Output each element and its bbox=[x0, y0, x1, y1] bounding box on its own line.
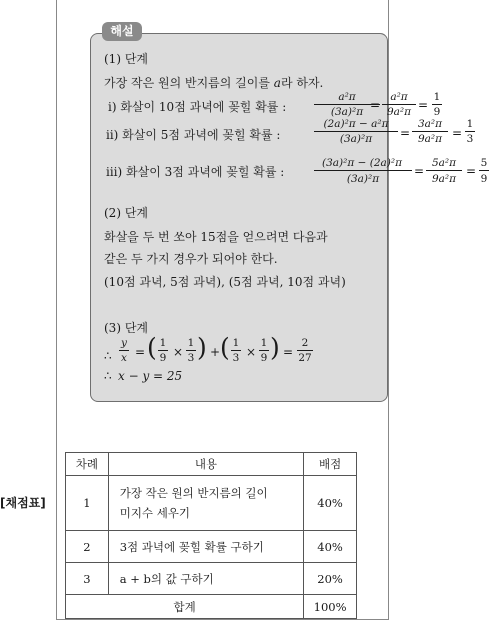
f4-bar bbox=[259, 350, 269, 351]
item1-den1: (3a)²π bbox=[330, 106, 364, 118]
row1-content: 가장 작은 원의 반지름의 길이 미지수 세우기 bbox=[108, 476, 303, 531]
header-no: 차례 bbox=[66, 453, 109, 476]
item3-den2: 9a²π bbox=[431, 173, 457, 185]
item2-eq1: = bbox=[400, 126, 411, 140]
step3-bar-yx bbox=[119, 350, 129, 351]
item3-eq1: = bbox=[414, 164, 425, 178]
f3-den: 3 bbox=[232, 352, 240, 364]
step2-line1: 화살을 두 번 쏘아 15점을 얻으려면 다음과 bbox=[104, 230, 328, 244]
table-total-row bbox=[66, 595, 357, 619]
total-label: 합계 bbox=[66, 595, 304, 619]
times-1: × bbox=[173, 345, 184, 359]
table-row bbox=[66, 531, 357, 563]
plus: + bbox=[210, 345, 221, 359]
paren-close-2: ) bbox=[270, 333, 280, 362]
row3-points: 20% bbox=[304, 563, 357, 595]
f2-den: 3 bbox=[187, 352, 195, 364]
item3-num1: (3a)²π − (2a)²π bbox=[322, 157, 402, 169]
f4-num: 1 bbox=[260, 337, 268, 349]
item1-den3: 9 bbox=[433, 106, 441, 118]
step3-x: x bbox=[121, 352, 127, 364]
item3-bar2 bbox=[426, 170, 462, 171]
item2-num2: 3a²π bbox=[417, 118, 443, 130]
row2-content: 3점 과녁에 꽂힐 확률 구하기 bbox=[108, 531, 303, 563]
f1-den: 9 bbox=[159, 352, 167, 364]
paren-close-1: ) bbox=[197, 333, 207, 362]
row3-no: 3 bbox=[66, 563, 109, 595]
row1-no: 1 bbox=[66, 476, 109, 531]
header-content: 내용 bbox=[108, 453, 303, 476]
item3-bar1 bbox=[314, 170, 412, 171]
step3-therefore-1: ∴ bbox=[104, 349, 112, 363]
item2-den3: 3 bbox=[466, 133, 474, 145]
step3-eq1: = bbox=[135, 345, 146, 359]
step2-label: (2) 단계 bbox=[104, 206, 148, 220]
row2-points: 40% bbox=[304, 531, 357, 563]
table-row bbox=[66, 476, 357, 531]
item2-bar3 bbox=[465, 131, 475, 132]
result-bar bbox=[297, 350, 313, 351]
item2-bar2 bbox=[412, 131, 448, 132]
f1-bar bbox=[158, 350, 168, 351]
f3-bar bbox=[231, 350, 241, 351]
step2-line2: 같은 두 가지 경우가 되어야 한다. bbox=[104, 252, 278, 266]
step3-eq2: = bbox=[283, 345, 294, 359]
item2-bar1 bbox=[314, 131, 398, 132]
result-den: 27 bbox=[298, 352, 312, 364]
item3-num3: 5 bbox=[480, 157, 488, 169]
table-header-row bbox=[66, 453, 357, 476]
f3-num: 1 bbox=[232, 337, 240, 349]
step1-item2-label: ⅱ) 화살이 5점 과녁에 꽂힐 확률 : bbox=[106, 128, 281, 142]
item1-eq1: = bbox=[370, 98, 381, 112]
score-table-label: [채점표] bbox=[0, 496, 46, 510]
item2-num1: (2a)²π − a²π bbox=[323, 118, 389, 130]
header-points: 배점 bbox=[304, 453, 357, 476]
step1-item1-label: ⅰ) 화살이 10점 과녁에 꽂힐 확률 : bbox=[108, 100, 287, 114]
table-row bbox=[66, 563, 357, 595]
step3-therefore-2: ∴ bbox=[104, 369, 112, 383]
item2-den2: 9a²π bbox=[417, 133, 443, 145]
item3-num2: 5a²π bbox=[431, 157, 457, 169]
item1-num2: a²π bbox=[390, 91, 408, 103]
item2-num3: 1 bbox=[466, 118, 474, 130]
f2-bar bbox=[186, 350, 196, 351]
step1-intro: 가장 작은 원의 반지름의 길이를 a라 하자. bbox=[104, 76, 324, 90]
item1-eq2: = bbox=[418, 98, 429, 112]
f2-num: 1 bbox=[187, 337, 195, 349]
times-2: × bbox=[246, 345, 257, 359]
f1-num: 1 bbox=[159, 337, 167, 349]
item2-eq2: = bbox=[452, 126, 463, 140]
item3-den1: (3a)²π bbox=[346, 173, 380, 185]
row2-no: 2 bbox=[66, 531, 109, 563]
f4-den: 9 bbox=[260, 352, 268, 364]
paren-open-1: ( bbox=[147, 333, 157, 362]
item3-bar3 bbox=[479, 170, 489, 171]
item3-eq2: = bbox=[466, 164, 477, 178]
step3-final: x − y = 25 bbox=[118, 369, 183, 383]
step1-label: (1) 단계 bbox=[104, 52, 148, 66]
row1-points: 40% bbox=[304, 476, 357, 531]
score-table bbox=[65, 452, 357, 619]
item1-bar2 bbox=[382, 104, 416, 105]
row3-content: a + b의 값 구하기 bbox=[108, 563, 303, 595]
item2-den1: (3a)²π bbox=[339, 133, 373, 145]
item3-den3: 9 bbox=[480, 173, 488, 185]
item1-num3: 1 bbox=[433, 91, 441, 103]
step1-item3-label: ⅲ) 화살이 3점 과녁에 꽂힐 확률 : bbox=[106, 165, 285, 179]
item1-bar3 bbox=[432, 104, 442, 105]
step3-y: y bbox=[121, 337, 127, 349]
item1-num1: a²π bbox=[338, 91, 356, 103]
step3-label: (3) 단계 bbox=[104, 321, 148, 335]
total-points: 100% bbox=[304, 595, 357, 619]
solution-tag: 해설 bbox=[102, 22, 142, 41]
step2-line3: (10점 과녁, 5점 과녁), (5점 과녁, 10점 과녁) bbox=[104, 275, 346, 289]
result-num: 2 bbox=[301, 337, 309, 349]
item1-den2: 9a²π bbox=[386, 106, 412, 118]
paren-open-2: ( bbox=[220, 333, 230, 362]
